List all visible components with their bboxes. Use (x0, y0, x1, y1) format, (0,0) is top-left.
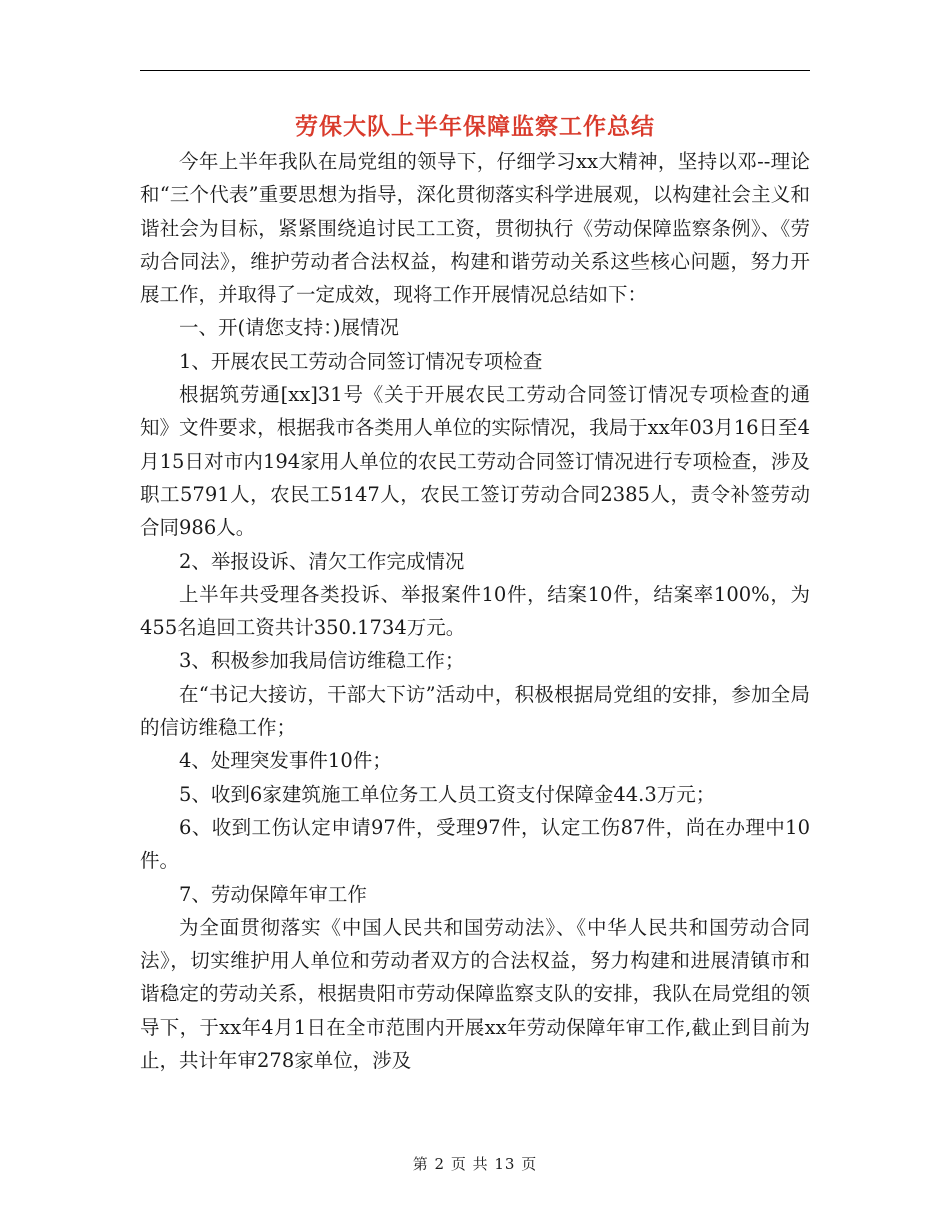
page-footer (0, 1153, 950, 1174)
document-body (140, 145, 810, 1077)
paragraph-item-2: 上半年共受理各类投诉、举报案件10件，结案10件，结案率100%，为455名追回工资共计350.1734万元。 (140, 582, 810, 640)
item-heading-1: 1、开展农民工劳动合同签订情况专项检查 (179, 349, 543, 373)
document-title: 劳保大队上半年保障监察工作总结 (295, 114, 655, 140)
item-5: 5、收到6家建筑施工单位务工人员工资支付保障金44.3万元； (179, 782, 716, 806)
item-6: 6、收到工伤认定申请97件，受理97件，认定工伤87件，尚在办理中10件。 (140, 815, 810, 873)
paragraph-item-1: 根据筑劳通[xx]31号《关于开展农民工劳动合同签订情况专项检查的通知》文件要求，根据我市各类用人单位的实际情况，我局于xx年03月16日至4月15日对市内194家用人单位的农民工劳动合同签订情况进行专项检查，涉及职工5791人，农民工5147人，农民工签订劳动合同2385人，责令补签劳动合同986人。 (140, 383, 810, 540)
paragraph-item-3: 在“书记大接访，干部大下访”活动中，积极根据局党组的安排，参加全局的信访维稳工作； (140, 682, 810, 740)
paragraph-intro: 今年上半年我队在局党组的领导下，仔细学习xx大精神，坚持以邓--理论和“三个代表”重要思想为指导，深化贯彻落实科学进展观，以构建社会主义和谐社会为目标，紧紧围绕追讨民工工资，贯彻执行《劳动保障监察条例》、《劳动合同法》，维护劳动者合法权益，构建和谐劳动关系这些核心问题，努力开展工作，并取得了一定成效，现将工作开展情况总结如下： (140, 150, 810, 307)
page-number-label: 第 2 页 共 13 页 (412, 1155, 538, 1173)
item-heading-3: 3、积极参加我局信访维稳工作； (179, 649, 465, 673)
section-heading: 一、开(请您支持：)展情况 (179, 316, 399, 340)
item-4: 4、处理突发事件10件； (179, 749, 392, 773)
item-heading-2: 2、举报设诉、清欠工作完成情况 (179, 549, 465, 573)
header-rule (140, 70, 810, 71)
paragraph-item-7: 为全面贯彻落实《中国人民共和国劳动法》、《中华人民共和国劳动合同法》，切实维护用人单位和劳动者双方的合法权益，努力构建和进展清镇市和谐稳定的劳动关系，根据贵阳市劳动保障监察支队的安排，我队在局党组的领导下，于xx年4月1日在全市范围内开展xx年劳动保障年审工作,截止到目前为止，共计年审278家单位，涉及 (140, 915, 810, 1073)
item-heading-7: 7、劳动保障年审工作 (179, 882, 367, 906)
